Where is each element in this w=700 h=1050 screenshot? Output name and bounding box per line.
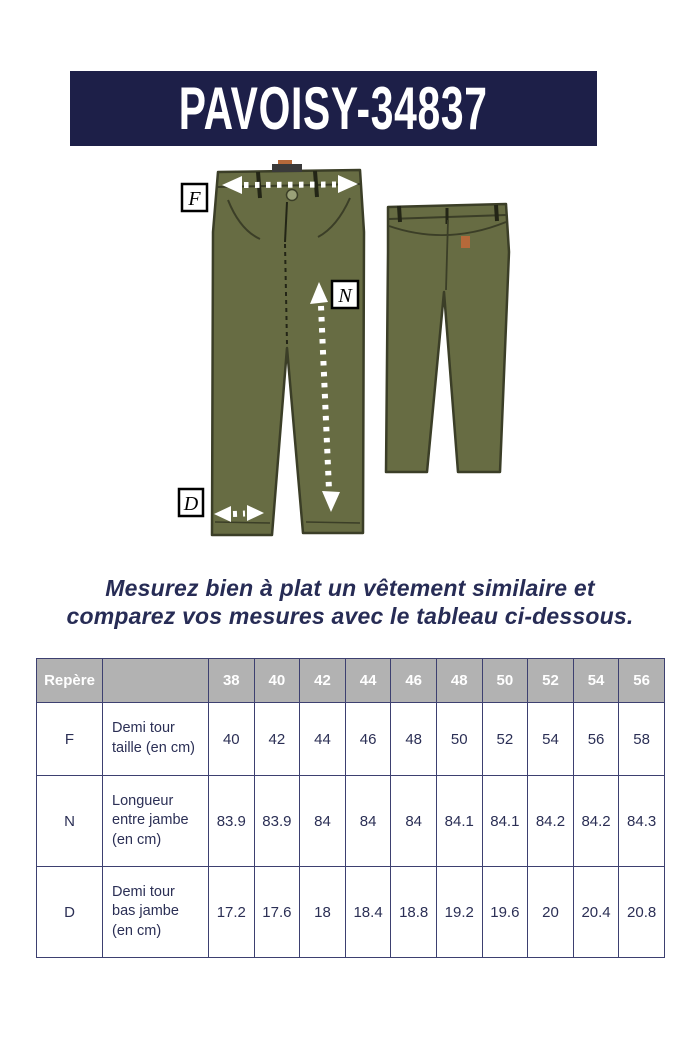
row-label: Demi tour taille (en cm) — [103, 703, 209, 776]
cell-value: 20.8 — [619, 867, 665, 958]
size-column-header: 40 — [254, 659, 300, 703]
cell-value: 84 — [391, 776, 437, 867]
cell-value: 18.8 — [391, 867, 437, 958]
cell-value: 56 — [573, 703, 619, 776]
product-title: PAVOISY-34837 — [179, 74, 488, 142]
size-column-header: 54 — [573, 659, 619, 703]
label-n-letter: N — [338, 285, 352, 307]
row-code: N — [37, 776, 103, 867]
cell-value: 20 — [528, 867, 574, 958]
size-column-header: 46 — [391, 659, 437, 703]
size-column-header: 56 — [619, 659, 665, 703]
cell-value: 46 — [345, 703, 391, 776]
cell-value: 48 — [391, 703, 437, 776]
cell-value: 17.2 — [209, 867, 255, 958]
cell-value: 18 — [300, 867, 346, 958]
table-row-inseam — [37, 776, 665, 867]
cell-value: 58 — [619, 703, 665, 776]
table-row-waist — [37, 703, 665, 776]
cell-value: 19.6 — [482, 867, 528, 958]
cell-value: 50 — [436, 703, 482, 776]
cell-value: 84.1 — [436, 776, 482, 867]
pants-back — [386, 204, 509, 472]
table-row-hem — [37, 867, 665, 958]
size-column-header: 52 — [528, 659, 574, 703]
size-chart-table — [36, 658, 665, 958]
cell-value: 84.2 — [573, 776, 619, 867]
cell-value: 17.6 — [254, 867, 300, 958]
measurement-instructions — [0, 574, 700, 630]
cell-value: 84.2 — [528, 776, 574, 867]
cell-value: 83.9 — [209, 776, 255, 867]
size-column-header: 44 — [345, 659, 391, 703]
corner-header: Repère — [37, 659, 103, 703]
label-d — [179, 489, 203, 516]
cell-value: 40 — [209, 703, 255, 776]
label-n — [332, 281, 358, 308]
instructions-line-2: comparez vos mesures avec le tableau ci-dessous. — [66, 603, 634, 629]
product-title-banner — [70, 71, 597, 146]
size-header-row — [37, 659, 665, 703]
cell-value: 20.4 — [573, 867, 619, 958]
label-d-letter: D — [183, 493, 199, 515]
pants-front — [212, 160, 364, 535]
label-f — [182, 184, 207, 211]
row-code: F — [37, 703, 103, 776]
cell-value: 44 — [300, 703, 346, 776]
back-pocket-tag — [461, 236, 470, 248]
row-code: D — [37, 867, 103, 958]
row-label: Longueur entre jambe (en cm) — [103, 776, 209, 867]
cell-value: 54 — [528, 703, 574, 776]
label-f-letter: F — [188, 188, 201, 210]
empty-header — [103, 659, 209, 703]
size-column-header: 42 — [300, 659, 346, 703]
size-column-header: 38 — [209, 659, 255, 703]
waist-button — [287, 190, 298, 201]
cell-value: 83.9 — [254, 776, 300, 867]
cell-value: 52 — [482, 703, 528, 776]
pants-measurement-diagram — [170, 160, 520, 560]
cell-value: 84.3 — [619, 776, 665, 867]
waist-tag — [272, 164, 302, 172]
cell-value: 84.1 — [482, 776, 528, 867]
cell-value: 42 — [254, 703, 300, 776]
instructions-line-1: Mesurez bien à plat un vêtement similaire et — [105, 575, 595, 601]
row-label: Demi tour bas jambe (en cm) — [103, 867, 209, 958]
cell-value: 18.4 — [345, 867, 391, 958]
size-column-header: 48 — [436, 659, 482, 703]
cell-value: 84 — [345, 776, 391, 867]
cell-value: 84 — [300, 776, 346, 867]
cell-value: 19.2 — [436, 867, 482, 958]
size-column-header: 50 — [482, 659, 528, 703]
